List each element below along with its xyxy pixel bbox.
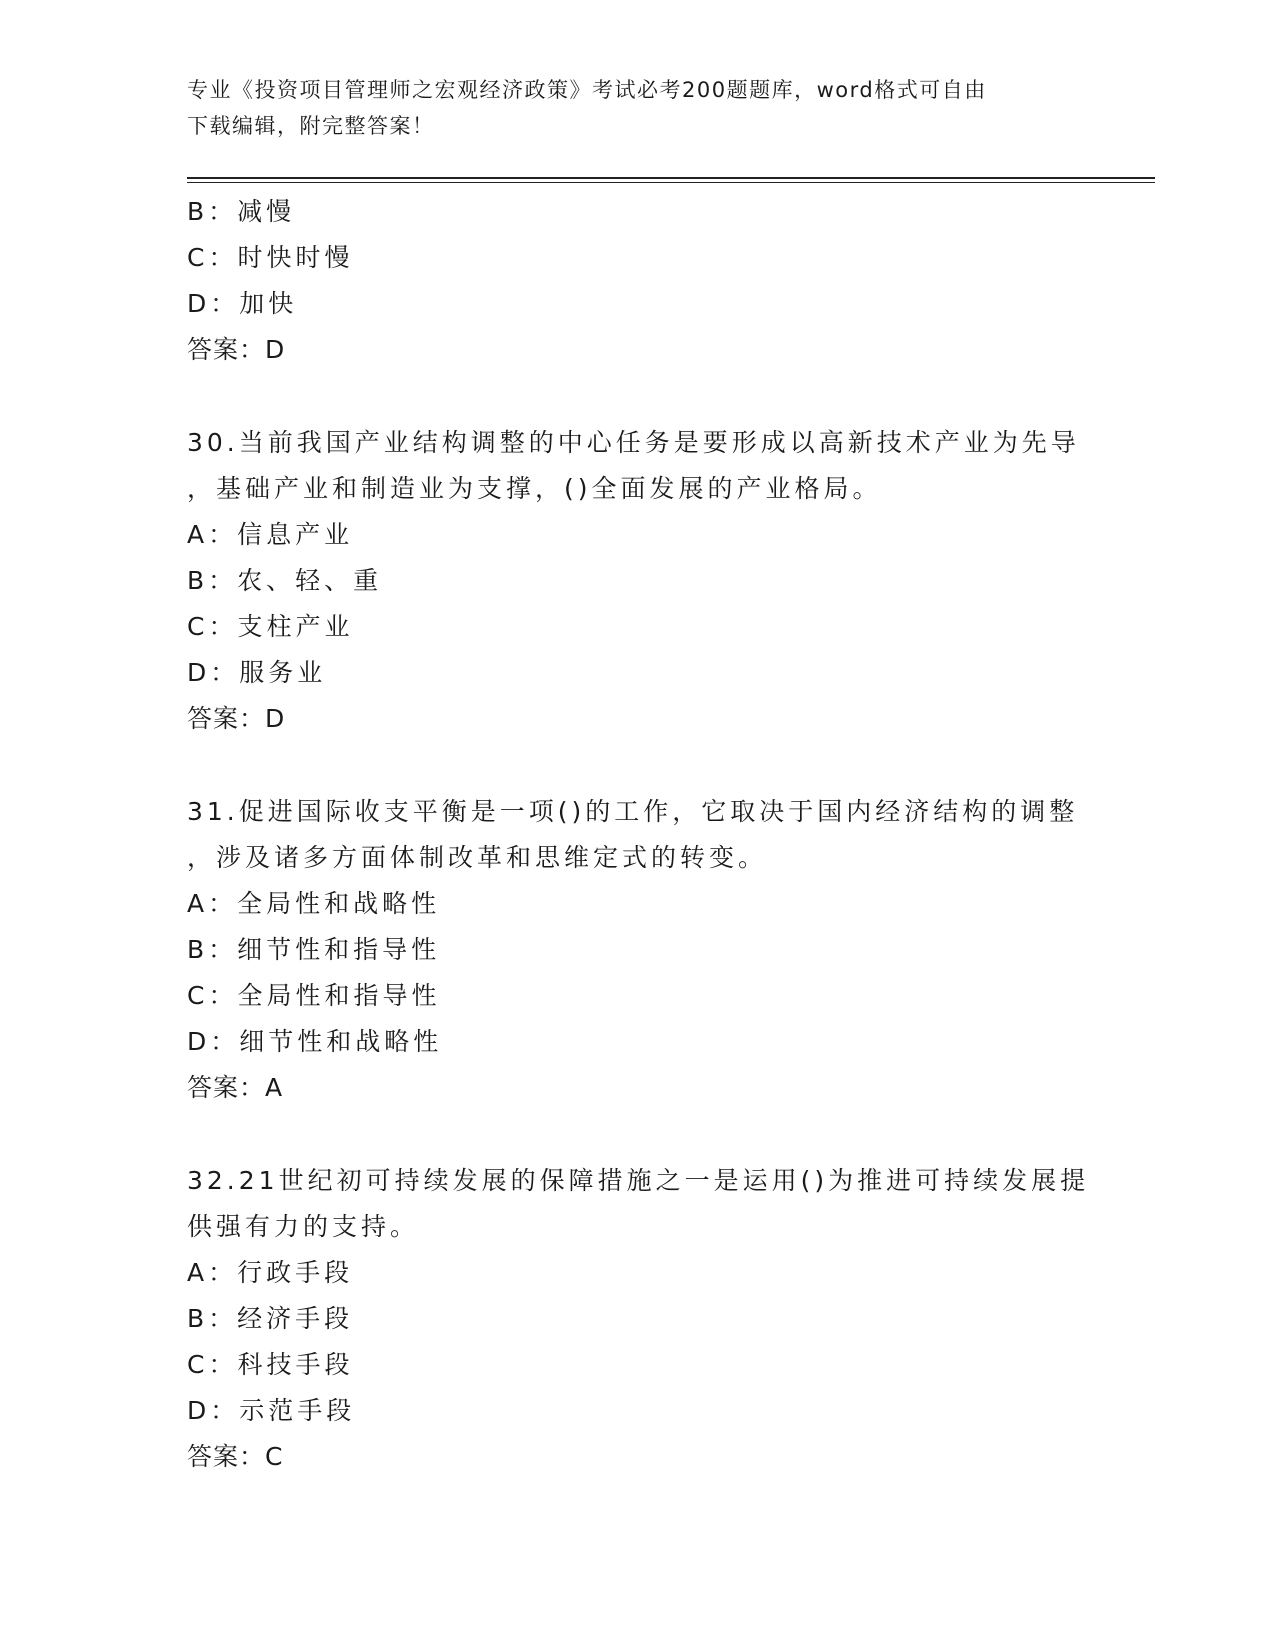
question-list xyxy=(187,189,1090,1480)
previous-question-tail xyxy=(187,189,1087,373)
question-31 xyxy=(187,789,1087,1111)
option-a: A：全局性和战略性 xyxy=(187,889,441,918)
option-a: A：行政手段 xyxy=(187,1258,354,1287)
question-text-line: ，基础产业和制造业为支撑，()全面发展的产业格局。 xyxy=(187,474,882,503)
option-c: C：支柱产业 xyxy=(187,612,354,641)
header-line-2: 下载编辑，附完整答案！ xyxy=(187,114,435,138)
option-c: C：时快时慢 xyxy=(187,243,354,272)
option-d: D：加快 xyxy=(187,289,298,318)
option-b: B：减慢 xyxy=(187,197,296,226)
question-text-line: ，涉及诸多方面体制改革和思维定式的转变。 xyxy=(187,843,768,872)
header-rule-thin xyxy=(187,182,1155,183)
document-header xyxy=(187,72,1067,144)
header-line-1: 专业《投资项目管理师之宏观经济政策》考试必考200题题库，word格式可自由 xyxy=(187,78,987,102)
option-b: B：经济手段 xyxy=(187,1304,354,1333)
option-b: B：细节性和指导性 xyxy=(187,935,441,964)
question-text-line: 31.促进国际收支平衡是一项()的工作，它取决于国内经济结构的调整 xyxy=(187,797,1079,826)
option-d: D：细节性和战略性 xyxy=(187,1027,443,1056)
question-30 xyxy=(187,420,1087,742)
answer-line: 答案：A xyxy=(187,1073,284,1102)
answer-line: 答案：D xyxy=(187,704,286,733)
option-d: D：服务业 xyxy=(187,658,327,687)
question-text-line: 32.21世纪初可持续发展的保障措施之一是运用()为推进可持续发展提 xyxy=(187,1166,1090,1195)
answer-line: 答案：C xyxy=(187,1442,284,1471)
option-a: A：信息产业 xyxy=(187,520,354,549)
option-b: B：农、轻、重 xyxy=(187,566,383,595)
answer-line: 答案：D xyxy=(187,335,286,364)
option-c: C：科技手段 xyxy=(187,1350,354,1379)
question-32 xyxy=(187,1158,1090,1480)
question-text-line: 30.当前我国产业结构调整的中心任务是要形成以高新技术产业为先导 xyxy=(187,428,1080,457)
header-rule-thick xyxy=(187,177,1155,179)
option-c: C：全局性和指导性 xyxy=(187,981,441,1010)
option-d: D：示范手段 xyxy=(187,1396,356,1425)
question-text-line: 供强有力的支持。 xyxy=(187,1212,420,1241)
